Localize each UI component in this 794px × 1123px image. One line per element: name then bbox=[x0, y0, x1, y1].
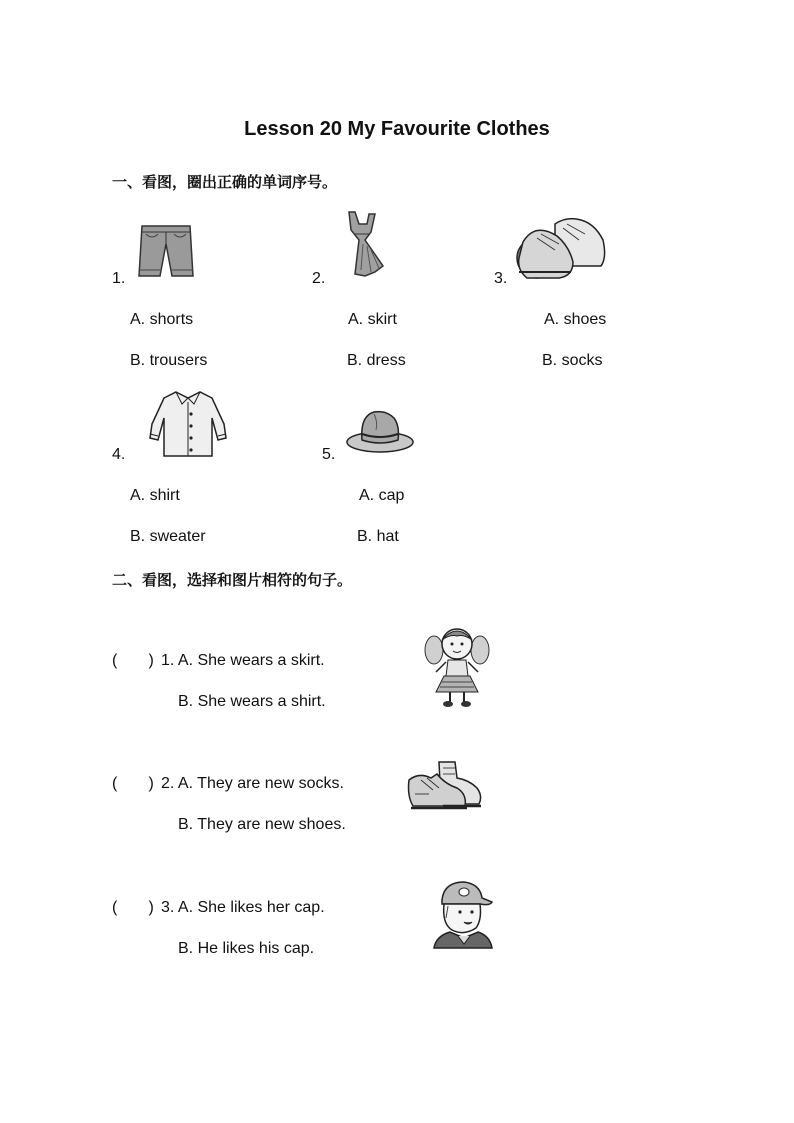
q2-option-a[interactable]: 2. A. They are new socks. bbox=[161, 775, 344, 792]
q3-answer-blank[interactable]: ( ) bbox=[112, 899, 154, 916]
item5-option-b[interactable]: B. hat bbox=[357, 528, 399, 545]
shorts-icon bbox=[136, 222, 196, 280]
q2-option-b[interactable]: B. They are new shoes. bbox=[178, 816, 346, 833]
item1-option-a[interactable]: A. shorts bbox=[130, 311, 194, 328]
item1-number: 1. bbox=[112, 270, 126, 287]
item2-option-b[interactable]: B. dress bbox=[347, 352, 406, 369]
girl-skirt-icon bbox=[424, 624, 490, 708]
item3-option-b[interactable]: B. socks bbox=[542, 352, 603, 369]
item5-option-a[interactable]: A. cap bbox=[359, 487, 405, 504]
section1-heading: 一、看图，圈出正确的单词序号。 bbox=[112, 174, 338, 191]
item2-option-a[interactable]: A. skirt bbox=[348, 311, 397, 328]
q2-answer-blank[interactable]: ( ) bbox=[112, 775, 154, 792]
boy-cap-icon bbox=[430, 878, 496, 950]
dress-icon bbox=[335, 210, 405, 282]
q3-option-b[interactable]: B. He likes his cap. bbox=[178, 940, 315, 957]
item4-number: 4. bbox=[112, 446, 126, 463]
item3-option-a[interactable]: A. shoes bbox=[544, 311, 607, 328]
item1-option-b[interactable]: B. trousers bbox=[130, 352, 208, 369]
shoes-icon bbox=[515, 214, 607, 284]
item4-option-a[interactable]: A. shirt bbox=[130, 487, 180, 504]
q3-option-a[interactable]: 3. A. She likes her cap. bbox=[161, 899, 325, 916]
item5-number: 5. bbox=[322, 446, 336, 463]
q1-option-b[interactable]: B. She wears a shirt. bbox=[178, 693, 326, 710]
shirt-icon bbox=[146, 388, 230, 460]
q1-answer-blank[interactable]: ( ) bbox=[112, 652, 154, 669]
q1-option-a[interactable]: 1. A. She wears a skirt. bbox=[161, 652, 325, 669]
hat-icon bbox=[344, 408, 416, 456]
item4-option-b[interactable]: B. sweater bbox=[130, 528, 206, 545]
item3-number: 3. bbox=[494, 270, 508, 287]
item2-number: 2. bbox=[312, 270, 326, 287]
section2-heading: 二、看图，选择和图片相符的句子。 bbox=[112, 572, 353, 589]
page-title: Lesson 20 My Favourite Clothes bbox=[244, 118, 550, 140]
sneakers-icon bbox=[405, 758, 483, 814]
